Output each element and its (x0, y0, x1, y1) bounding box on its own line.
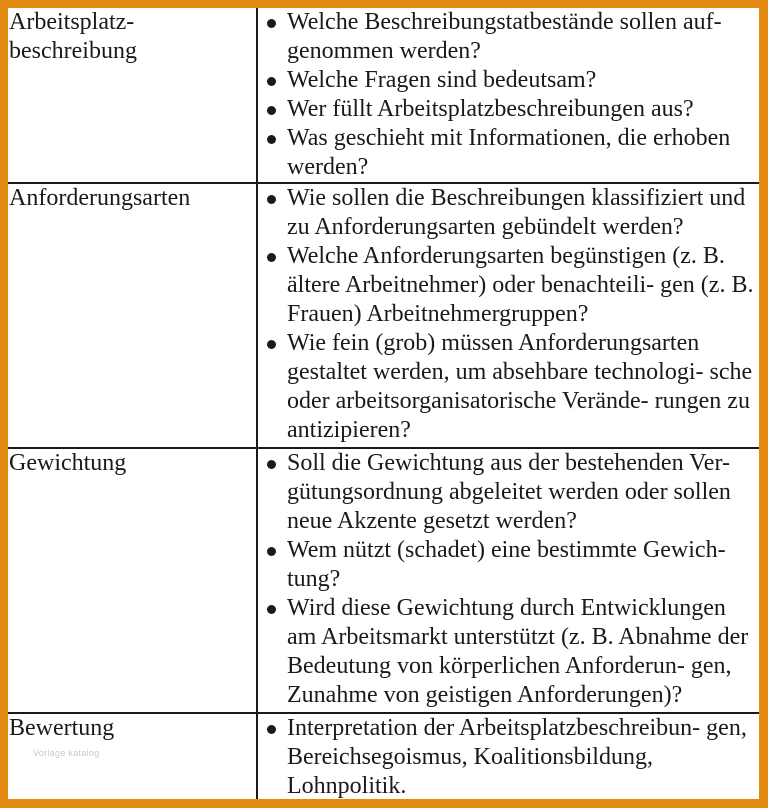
table-row (8, 8, 759, 183)
list-item (258, 184, 759, 242)
list-item-text: Interpretation der Arbeitsplatzbeschreibun- gen, Bereichsegoismus, Koalitionsbildung, Lohnpolitik. (287, 715, 747, 799)
list-item (258, 449, 759, 536)
list-item (258, 242, 759, 329)
list-item (258, 8, 759, 66)
row-content (257, 713, 759, 799)
bullet-icon (267, 195, 276, 204)
list-item (258, 536, 759, 594)
document-frame (8, 8, 759, 799)
watermark: Vorlage katalog (33, 748, 100, 758)
list-item-text: Welche Beschreibungstatbestände sollen auf- genommen werden? (287, 9, 722, 64)
list-item-text: Was geschieht mit Informationen, die erhoben werden? (287, 125, 731, 180)
bullet-list (258, 8, 759, 182)
list-item (258, 594, 759, 710)
list-item (258, 95, 759, 124)
row-label: Anforderungsarten (8, 183, 257, 448)
list-item-text: Wer füllt Arbeitsplatzbeschreibungen aus? (287, 96, 694, 122)
bullet-icon (267, 135, 276, 144)
row-content (257, 183, 759, 448)
table-row (8, 448, 759, 713)
bullet-icon (267, 77, 276, 86)
bullet-list (258, 449, 759, 710)
list-item (258, 329, 759, 445)
bullet-icon (267, 253, 276, 262)
table-row (8, 713, 759, 799)
bullet-list (258, 714, 759, 799)
row-label: Bewertung (8, 713, 257, 799)
bullet-icon (267, 725, 276, 734)
bullet-icon (267, 340, 276, 349)
criteria-table (8, 8, 759, 799)
list-item-text: Wird diese Gewichtung durch Entwicklungen am Arbeitsmarkt unterstützt (z. B. Abnahme der Bedeutung von körperlichen Anforderun- gen, Zunahme von geistigen Anforderungen)? (287, 595, 749, 708)
table-row (8, 183, 759, 448)
list-item-text: Wie fein (grob) müssen Anforderungsarten gestaltet werden, um absehbare technologi- sche oder arbeitsorganisatorische Verände- rungen zu antizipieren? (287, 330, 753, 443)
row-content (257, 448, 759, 713)
bullet-icon (267, 605, 276, 614)
bullet-list (258, 184, 759, 445)
row-label: Arbeitsplatz- beschreibung (8, 8, 257, 183)
list-item (258, 66, 759, 95)
list-item-text: Wie sollen die Beschreibungen klassifiziert und zu Anforderungsarten gebündelt werden? (287, 185, 746, 240)
list-item-text: Wem nützt (schadet) eine bestimmte Gewich- tung? (287, 537, 726, 592)
row-content (257, 8, 759, 183)
bullet-icon (267, 106, 276, 115)
row-label: Gewichtung (8, 448, 257, 713)
list-item (258, 124, 759, 182)
bullet-icon (267, 547, 276, 556)
list-item-text: Welche Anforderungsarten begünstigen (z. B. ältere Arbeitnehmer) oder benachteili- gen (z. B. Frauen) Arbeitnehmergruppen? (287, 243, 754, 327)
list-item (258, 714, 759, 799)
bullet-icon (267, 19, 276, 28)
bullet-icon (267, 460, 276, 469)
list-item-text: Welche Fragen sind bedeutsam? (287, 67, 597, 93)
list-item-text: Soll die Gewichtung aus der bestehenden Ver- gütungsordnung abgeleitet werden oder sollen neue Akzente gesetzt werden? (287, 450, 731, 534)
